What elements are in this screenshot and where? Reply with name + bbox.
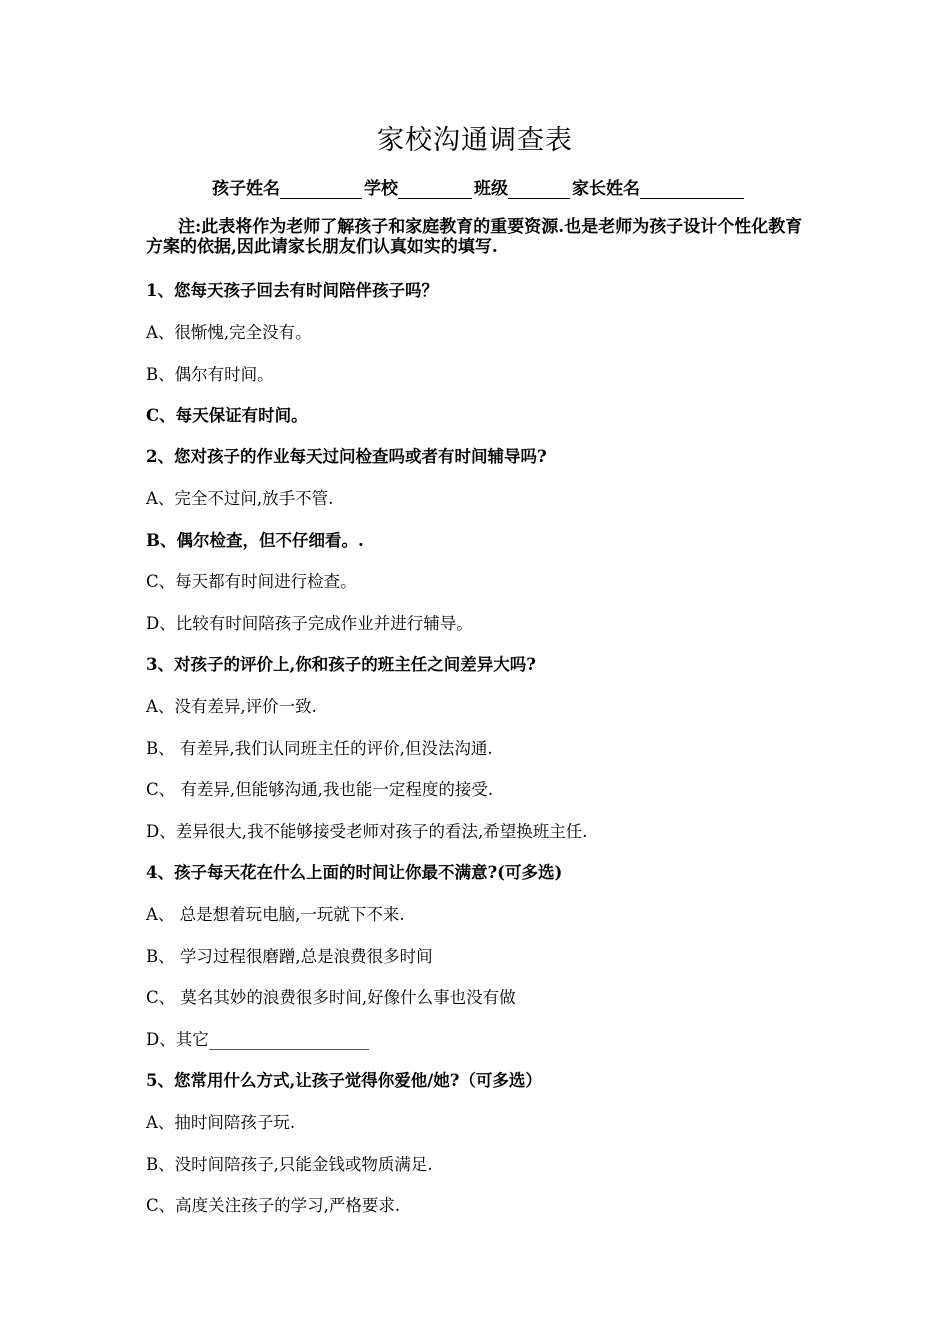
child-name-label: 孩子姓名: [212, 179, 280, 199]
page-title: 家校沟通调查表: [377, 125, 573, 156]
class-label: 班级: [474, 179, 508, 199]
q4-option-a[interactable]: A、 总是想着玩电脑,一玩就下不来.: [146, 905, 405, 924]
parent-name-label: 家长姓名: [572, 179, 640, 199]
parent-name-field[interactable]: [640, 180, 744, 199]
q5-option-a[interactable]: A、抽时间陪孩子玩.: [146, 1113, 296, 1132]
q1-option-a[interactable]: A、很惭愧,完全没有。: [146, 323, 312, 342]
question-4: 4、孩子每天花在什么上面的时间让你最不满意?(可多选): [146, 863, 563, 882]
info-line: [212, 174, 746, 199]
class-field[interactable]: [508, 180, 570, 199]
q4-option-b[interactable]: B、 学习过程很磨蹭,总是浪费很多时间: [146, 947, 433, 966]
q2-option-d[interactable]: D、比较有时间陪孩子完成作业并进行辅导。: [146, 614, 473, 633]
q3-option-a[interactable]: A、没有差异,评价一致.: [146, 697, 317, 716]
question-3: 3、对孩子的评价上,你和孩子的班主任之间差异大吗?: [146, 655, 536, 674]
q4-option-d-label: D、其它: [146, 1030, 209, 1049]
child-name-field[interactable]: [280, 180, 362, 199]
q2-option-a[interactable]: A、完全不过问,放手不管.: [146, 489, 334, 508]
question-1: 1、您每天孩子回去有时间陪伴孩子吗？: [146, 281, 438, 300]
question-5: 5、您常用什么方式,让孩子觉得你爱他/她?（可多选）: [146, 1071, 542, 1090]
q4-option-d[interactable]: [146, 1026, 369, 1050]
q1-option-c[interactable]: C、每天保证有时间。: [146, 406, 308, 425]
school-field[interactable]: [398, 180, 472, 199]
question-2: 2、您对孩子的作业每天过问检查吗或者有时间辅导吗?: [146, 447, 547, 466]
q2-option-c[interactable]: C、每天都有时间进行检查。: [146, 572, 357, 591]
note-paragraph: [146, 217, 806, 257]
q1-option-b[interactable]: B、偶尔有时间。: [146, 365, 274, 384]
q3-option-c[interactable]: C、 有差异,但能够沟通,我也能一定程度的接受.: [146, 780, 494, 799]
school-label: 学校: [364, 179, 398, 199]
q5-option-b[interactable]: B、没时间陪孩子,只能金钱或物质满足.: [146, 1155, 433, 1174]
q4-option-c[interactable]: C、 莫名其妙的浪费很多时间,好像什么事也没有做: [146, 988, 516, 1007]
q5-option-c[interactable]: C、高度关注孩子的学习,严格要求.: [146, 1196, 401, 1215]
q4-other-field[interactable]: [209, 1033, 369, 1050]
q3-option-d[interactable]: D、差异很大,我不能够接受老师对孩子的看法,希望换班主任.: [146, 822, 588, 841]
q3-option-b[interactable]: B、 有差异,我们认同班主任的评价,但没法沟通.: [146, 739, 493, 758]
note-text: 注:此表将作为老师了解孩子和家庭教育的重要资源.也是老师为孩子设计个性化教育方案的依据,因此请家长朋友们认真如实的填写.: [146, 217, 803, 257]
q2-option-b[interactable]: B、偶尔检查，但不仔细看。.: [146, 531, 364, 550]
